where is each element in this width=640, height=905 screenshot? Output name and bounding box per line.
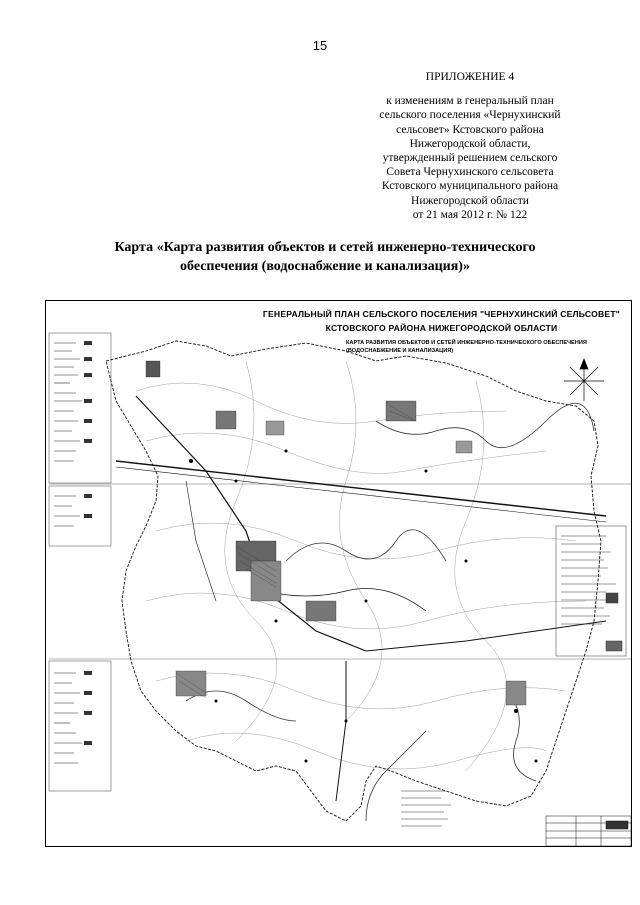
appendix-line: Кстовского муниципального района bbox=[381, 180, 559, 193]
appendix-block bbox=[360, 70, 580, 222]
appendix-line: сельского поселения «Чернухинский bbox=[379, 109, 561, 122]
infrastructure-points bbox=[189, 450, 538, 763]
map-image bbox=[45, 300, 632, 847]
appendix-line: от 21 мая 2012 г. № 122 bbox=[412, 208, 528, 221]
road-network bbox=[116, 396, 606, 801]
appendix-heading: ПРИЛОЖЕНИЕ 4 bbox=[425, 71, 515, 83]
map-subtitle-line: (ВОДОСНАБЖЕНИЕ И КАНАЛИЗАЦИЯ) bbox=[346, 348, 454, 354]
legend-rows bbox=[54, 343, 82, 763]
appendix-line: Нижегородской области, bbox=[409, 137, 531, 150]
map-title-line: ГЕНЕРАЛЬНЫЙ ПЛАН СЕЛЬСКОГО ПОСЕЛЕНИЯ "ЧЕРНУХИНСКИЙ СЕЛЬСОВЕТ" bbox=[262, 309, 621, 319]
appendix-line: утвержденный решением сельского bbox=[382, 152, 558, 165]
right-legend bbox=[556, 526, 626, 656]
hatch-clusters bbox=[176, 403, 416, 698]
legend-swatches bbox=[84, 341, 92, 745]
map-caption-line: обеспечения (водоснабжение и канализация)» bbox=[180, 259, 470, 274]
settlement-blocks bbox=[146, 361, 526, 705]
map-subtitle-line: КАРТА РАЗВИТИЯ ОБЪЕКТОВ И СЕТЕЙ ИНЖЕНЕРНО-ТЕХНИЧЕСКОГО ОБЕСПЕЧЕНИЯ bbox=[346, 340, 587, 346]
legend-panel bbox=[49, 333, 631, 791]
appendix-line: Нижегородской области bbox=[411, 194, 529, 207]
appendix-line: сельсовет» Кстовского района bbox=[396, 123, 544, 136]
page-number: 15 bbox=[312, 38, 328, 53]
bottom-legend bbox=[401, 791, 451, 826]
map-title-line: КСТОВСКОГО РАЙОНА НИЖЕГОРОДСКОЙ ОБЛАСТИ bbox=[325, 323, 558, 333]
map-drawing bbox=[46, 301, 631, 846]
settlement-boundary bbox=[106, 341, 601, 821]
north-arrow-icon bbox=[564, 359, 604, 401]
river-lines bbox=[186, 403, 594, 821]
map-caption bbox=[60, 238, 590, 276]
appendix-line: Совета Чернухинского сельсовета bbox=[386, 166, 554, 179]
terrain-lines bbox=[136, 361, 586, 771]
appendix-line: к изменениям в генеральный план bbox=[386, 95, 554, 108]
title-stamp bbox=[546, 816, 631, 846]
map-caption-line: Карта «Карта развития объектов и сетей инженерно-технического bbox=[114, 240, 536, 255]
